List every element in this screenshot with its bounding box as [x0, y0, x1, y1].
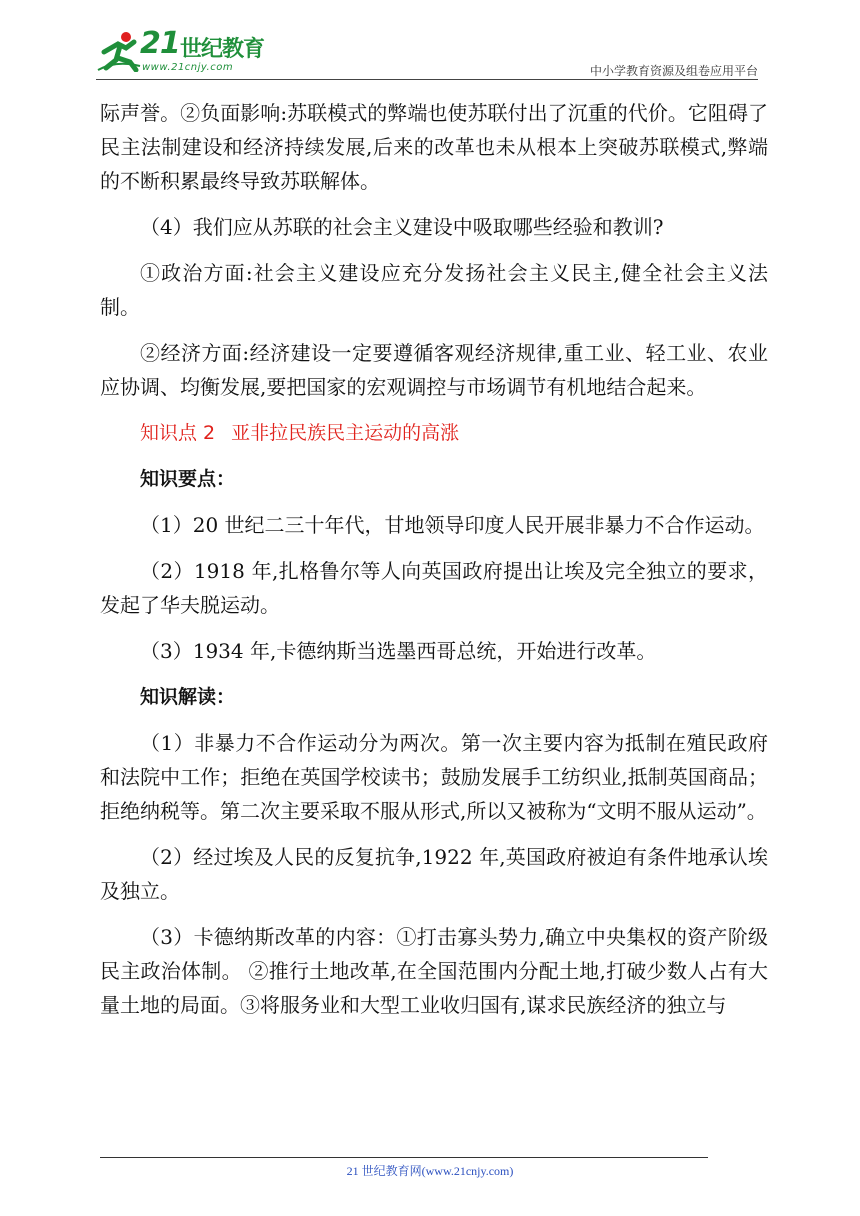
- lesson-economic: ②经济方面:经济建设一定要遵循客观经济规律,重工业、轻工业、农业应协调、均衡发展,要把国家的宏观调控与市场调节有机地结合起来。: [100, 341, 768, 399]
- key-point-2: （2）1918 年,扎格鲁尔等人向英国政府提出让埃及完全独立的要求，发起了华夫脱运动。: [100, 559, 768, 617]
- document-body: [100, 96, 768, 1034]
- page-footer[interactable]: 21 世纪教育网(www.21cnjy.com): [346, 1164, 514, 1178]
- question-4: （4）我们应从苏联的社会主义建设中吸取哪些经验和教训?: [140, 215, 664, 239]
- page-header: [0, 0, 860, 82]
- key-point-3: （3）1934 年,卡德纳斯当选墨西哥总统，开始进行改革。: [140, 639, 657, 663]
- paragraph-impact: 际声誉。②负面影响:苏联模式的弊端也使苏联付出了沉重的代价。它阻碍了民主法制建设和经济持续发展,后来的改革也未从根本上突破苏联模式,弊端的不断积累最终导致苏联解体。: [100, 101, 768, 193]
- interpretation-1: （1）非暴力不合作运动分为两次。第一次主要内容为抵制在殖民政府和法院中工作；拒绝在英国学校读书；鼓励发展手工纺织业,抵制英国商品；拒绝纳税等。第二次主要采取不服从形式,所以又被称为“文明不服从运动”。: [100, 731, 768, 823]
- key-point-1: （1）20 世纪二三十年代，甘地领导印度人民开展非暴力不合作运动。: [140, 513, 765, 537]
- section-heading: [140, 416, 768, 450]
- header-divider: [96, 79, 758, 80]
- logo-url: www.21cnjy.com: [142, 62, 234, 73]
- section-number: 知识点 2: [140, 422, 216, 444]
- lesson-political: ①政治方面:社会主义建设应充分发扬社会主义民主,健全社会主义法制。: [100, 261, 768, 319]
- footer-divider: [100, 1157, 708, 1158]
- site-logo[interactable]: [96, 26, 266, 76]
- interpretation-label: 知识解读：: [140, 686, 236, 708]
- interpretation-3: （3）卡德纳斯改革的内容：①打击寡头势力,确立中央集权的资产阶级民主政治体制。 ②推行土地改革,在全国范围内分配土地,打破少数人占有大量土地的局面。③将服务业和大型工业收归国有,谋求民族经济的独立与: [100, 925, 768, 1017]
- running-figure-icon: [96, 30, 142, 72]
- logo-number: 21: [140, 26, 180, 61]
- interpretation-2: （2）经过埃及人民的反复抗争,1922 年,英国政府被迫有条件地承认埃及独立。: [100, 845, 768, 903]
- platform-tagline: 中小学教育资源及组卷应用平台: [589, 64, 758, 78]
- key-points-label: 知识要点：: [140, 468, 236, 490]
- logo-text: 世纪教育: [180, 37, 265, 62]
- section-title: 亚非拉民族民主运动的高涨: [231, 422, 460, 444]
